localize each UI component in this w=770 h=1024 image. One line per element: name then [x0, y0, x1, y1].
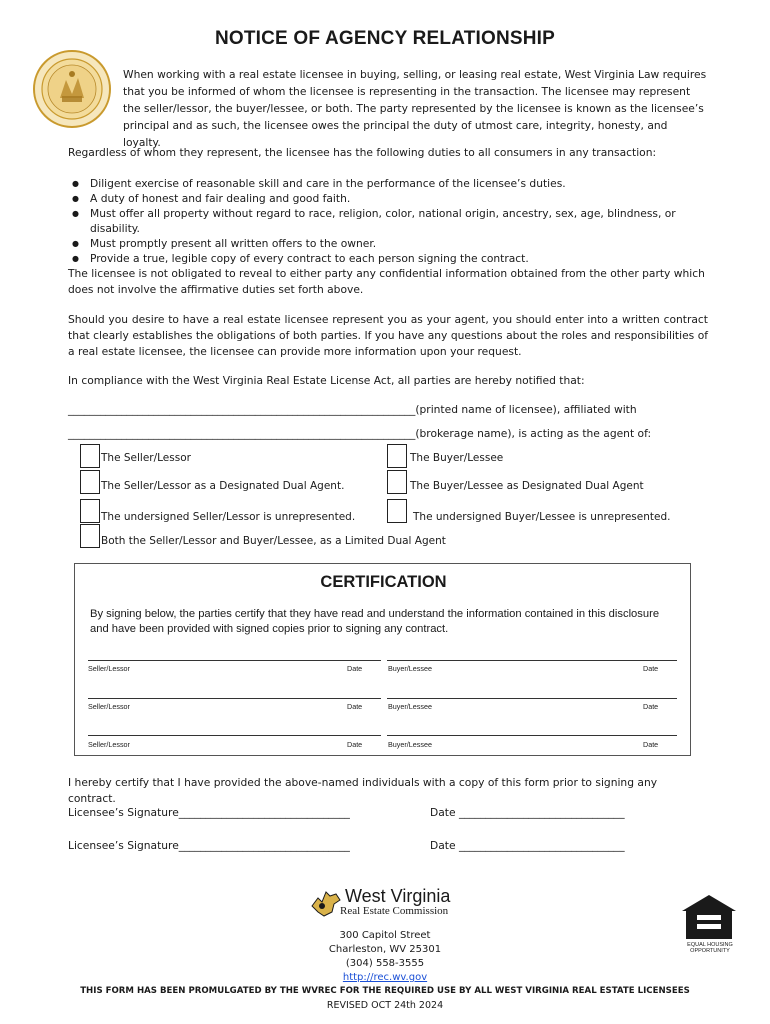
checkbox-seller-dual-label: The Seller/Lessor as a Designated Dual Agent. — [101, 480, 345, 492]
list-item: ● Provide a true, legible copy of every contract to each person signing the contract. — [68, 251, 708, 266]
seller-label: Seller/Lessor — [88, 664, 130, 673]
agent-contract-paragraph: Should you desire to have a real estate licensee represent you as your agent, you should enter into a written contract that clearly establishes the obligations of both parties. If you have any questions about the roles and responsibilities of a real estate licensee, the licensee can provide more information upon your request. — [68, 313, 708, 358]
licensee-date-field-2[interactable]: Date _______________________________ — [430, 839, 625, 852]
checkbox-buyer-dual-label: The Buyer/Lessee as Designated Dual Agent — [410, 480, 644, 492]
buyer-label: Buyer/Lessee — [388, 740, 432, 749]
date-label: Date — [643, 702, 659, 711]
buyer-signature-line-3[interactable] — [387, 735, 677, 736]
page-title: NOTICE OF AGENCY RELATIONSHIP — [214, 28, 556, 49]
checkbox-limited-dual-label: Both the Seller/Lessor and Buyer/Lessee, as a Limited Dual Agent — [101, 535, 446, 547]
seller-signature-line-3[interactable] — [88, 735, 381, 736]
licensee-signature-field-2[interactable]: Licensee’s Signature________________________________ — [68, 839, 350, 852]
date-label: Date — [347, 702, 363, 711]
buyer-label: Buyer/Lessee — [388, 702, 432, 711]
licensee-signature-field-1[interactable]: Licensee’s Signature________________________________ — [68, 806, 350, 819]
equal-housing-label: EQUAL HOUSING OPPORTUNITY — [687, 942, 733, 954]
checkbox-seller-label: The Seller/Lessor — [101, 452, 191, 464]
date-label: Date — [643, 740, 659, 749]
duties-intro: Regardless of whom they represent, the licensee has the following duties to all consumers in any transaction: — [68, 146, 657, 159]
seller-label: Seller/Lessor — [88, 740, 130, 749]
seller-signature-line-2[interactable] — [88, 698, 381, 699]
revision-date: REVISED OCT 24th 2024 — [326, 1000, 444, 1011]
list-item: ● Must promptly present all written offers to the owner. — [68, 236, 708, 251]
seller-signature-line-1[interactable] — [88, 660, 381, 661]
date-label: Date — [347, 664, 363, 673]
date-label: Date — [643, 664, 659, 673]
licensee-date-field-1[interactable]: Date _______________________________ — [430, 806, 625, 819]
certification-text: By signing below, the parties certify that they have read and understand the information contained in this disclosure and have been provided with signed copies prior to signing any contract. — [90, 608, 660, 635]
checkbox-buyer-dual[interactable] — [387, 470, 407, 494]
checkbox-buyer-unrepresented[interactable] — [387, 499, 407, 523]
website-link[interactable]: http://rec.wv.gov — [342, 972, 428, 983]
checkbox-buyer[interactable] — [387, 444, 407, 468]
buyer-signature-line-2[interactable] — [387, 698, 677, 699]
checkbox-seller-unrepresented-label: The undersigned Seller/Lessor is unrepresented. — [101, 511, 356, 523]
checkbox-buyer-label: The Buyer/Lessee — [410, 452, 504, 464]
list-item: ● Diligent exercise of reasonable skill and care in the performance of the licensee’s duties. — [68, 176, 708, 191]
date-label: Date — [347, 740, 363, 749]
state-seal-icon — [33, 50, 111, 128]
licensee-certify-statement: I hereby certify that I have provided the above-named individuals with a copy of this form prior to signing any contract. — [68, 776, 658, 805]
certification-heading: CERTIFICATION — [320, 573, 447, 591]
licensee-name-field[interactable]: _________________________________________________________________(printed name of licensee), affiliated with — [68, 403, 637, 416]
checkbox-seller-unrepresented[interactable] — [80, 499, 100, 523]
logo-subtitle: Real Estate Commission — [340, 905, 449, 917]
buyer-label: Buyer/Lessee — [388, 664, 432, 673]
checkbox-seller[interactable] — [80, 444, 100, 468]
logo-name: West Virginia — [345, 886, 451, 906]
intro-paragraph: When working with a real estate licensee in buying, selling, or leasing real estate, West Virginia Law requires that you be informed of whom the licensee is representing in the transaction. The licensee may represent the seller/lessor, the buyer/lessee, or both. The party represented by the licensee is known as the licensee’s principal and as such, the licensee owes the principal the duty of utmost care, integrity, honesty, and loyalty. — [123, 68, 707, 149]
seller-label: Seller/Lessor — [88, 702, 130, 711]
checkbox-buyer-unrepresented-label: The undersigned Buyer/Lessee is unrepresented. — [413, 511, 671, 523]
list-item: ● Must offer all property without regard to race, religion, color, national origin, ancestry, sex, age, blindness, or disability. — [68, 206, 708, 236]
west-virginia-map-icon — [308, 888, 344, 920]
address-street: 300 Capitol Street — [339, 930, 431, 941]
compliance-notice: In compliance with the West Virginia Real Estate License Act, all parties are hereby notified that: — [68, 374, 585, 387]
equal-housing-icon — [680, 893, 738, 941]
checkbox-seller-dual[interactable] — [80, 470, 100, 494]
promulgated-notice: THIS FORM HAS BEEN PROMULGATED BY THE WVREC FOR THE REQUIRED USE BY ALL WEST VIRGINIA REAL ESTATE LICENSEES — [80, 986, 690, 996]
list-item: ● A duty of honest and fair dealing and good faith. — [68, 191, 708, 206]
address-phone: (304) 558-3555 — [345, 958, 425, 969]
buyer-signature-line-1[interactable] — [387, 660, 677, 661]
address-city: Charleston, WV 25301 — [328, 944, 442, 955]
duties-list — [68, 176, 708, 266]
checkbox-limited-dual[interactable] — [80, 524, 100, 548]
certification-box — [74, 563, 691, 756]
brokerage-name-field[interactable]: _________________________________________________________________(brokerage name), is acting as the agent of: — [68, 427, 652, 440]
confidentiality-paragraph: The licensee is not obligated to reveal to either party any confidential information obtained from the other party which does not involve the affirmative duties set forth above. — [68, 267, 705, 296]
